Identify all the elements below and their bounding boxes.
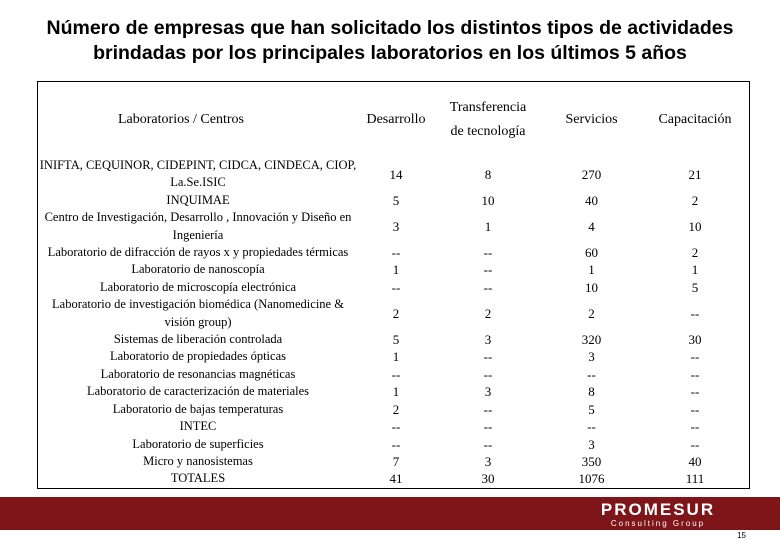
cell-servicios: 1076 [578,471,605,487]
header-servicios: Servicios [565,111,618,127]
cell-transferencia: -- [483,262,493,278]
table-row [38,261,749,278]
title-line-1: Número de empresas que han solicitado los distintos tipos de actividades [46,17,734,39]
cell-laboratorio: Laboratorio de investigación biomédica (Nanomedicine & visión group) [52,297,344,329]
cell-transferencia: -- [483,245,493,261]
cell-desarrollo: 5 [392,332,400,348]
cell-servicios: 40 [585,192,598,208]
title-line-2: brindadas por los principales laboratorios en los últimos 5 años [93,42,687,64]
table-row [38,366,749,383]
cell-servicios: 10 [585,279,598,295]
table-row [38,296,749,331]
table-row [38,157,749,192]
cell-capacitacion: 2 [691,192,699,208]
cell-transferencia: 3 [484,453,492,469]
header-transferencia-line-1: Transferencia [449,99,527,115]
cell-desarrollo: 41 [389,471,403,487]
cell-servicios: 3 [588,349,595,365]
cell-servicios: 320 [581,332,602,348]
cell-transferencia: -- [483,419,493,435]
cell-transferencia: -- [483,401,493,417]
table-row [38,436,749,453]
cell-servicios: 60 [585,245,598,261]
cell-transferencia: 10 [481,192,495,208]
logo-sub-text: Consulting Group [610,519,706,528]
page-number: 15 [737,531,746,540]
cell-laboratorio: Sistemas de liberación controlada [113,332,283,347]
cell-servicios: 8 [588,384,595,400]
cell-laboratorio: Centro de Investigación, Desarrollo , Innovación y Diseño en Ingeniería [44,210,352,242]
cell-transferencia: -- [483,279,493,295]
cell-desarrollo: -- [391,279,401,295]
cell-servicios: 2 [588,305,595,321]
cell-desarrollo: 2 [392,401,400,417]
cell-laboratorio: TOTALES [170,471,226,486]
cell-servicios: 4 [588,218,595,234]
cell-laboratorio: Laboratorio de nanoscopía [131,262,265,277]
cell-servicios: -- [587,419,596,435]
cell-capacitacion: 40 [688,453,702,469]
header-transferencia-line-2: de tecnología [450,123,526,139]
cell-transferencia: 3 [484,332,492,348]
cell-servicios: 270 [581,166,602,182]
table-row [38,418,749,435]
cell-desarrollo: 1 [392,262,400,278]
table-row [38,209,749,244]
cell-servicios: -- [587,366,596,382]
cell-laboratorio: Laboratorio de superficies [132,436,264,451]
cell-laboratorio: INTEC [179,419,217,434]
cell-capacitacion: -- [690,401,700,417]
cell-desarrollo: 14 [389,166,403,182]
table-row [38,401,749,418]
cell-capacitacion: 2 [691,245,699,261]
cell-laboratorio: Laboratorio de difracción de rayos x y propiedades térmicas [47,245,349,260]
cell-laboratorio: Laboratorio de resonancias magnéticas [100,366,296,381]
header-row [38,82,749,157]
cell-capacitacion: 1 [691,262,699,278]
cell-transferencia: 30 [481,471,495,487]
cell-capacitacion: -- [690,349,700,365]
cell-transferencia: 8 [484,166,492,182]
cell-capacitacion: -- [690,305,700,321]
table-row [38,279,749,296]
cell-desarrollo: -- [391,245,401,261]
cell-transferencia: -- [483,366,493,382]
cell-servicios: 3 [588,436,595,452]
cell-capacitacion: -- [690,436,700,452]
table-row [38,348,749,365]
cell-desarrollo: 7 [392,453,400,469]
cell-capacitacion: -- [690,366,700,382]
cell-laboratorio: Laboratorio de bajas temperaturas [112,401,284,416]
cell-transferencia: -- [483,349,493,365]
activities-table-frame [37,81,750,489]
header-transferencia [434,82,542,157]
cell-capacitacion: -- [690,419,700,435]
cell-transferencia: 1 [484,218,492,234]
cell-laboratorio: Laboratorio de microscopía electrónica [99,279,297,294]
cell-transferencia: -- [483,436,493,452]
table-row [38,470,749,487]
header-laboratorios: Laboratorios / Centros [118,111,244,127]
table-row [38,331,749,348]
table-row [38,244,749,261]
cell-laboratorio: Laboratorio de caracterización de materiales [86,384,310,399]
cell-desarrollo: 5 [392,192,400,208]
table-body [38,157,749,488]
cell-desarrollo: 1 [392,349,400,365]
cell-capacitacion: -- [690,384,700,400]
header-desarrollo: Desarrollo [366,111,426,127]
cell-servicios: 1 [588,262,595,278]
cell-capacitacion: 5 [691,279,699,295]
table-row [38,453,749,470]
cell-laboratorio: Micro y nanosistemas [143,453,253,468]
cell-servicios: 350 [581,453,602,469]
promesur-logo [598,500,718,529]
logo-main-text: PROMESUR [600,500,716,519]
cell-capacitacion: 10 [688,218,702,234]
cell-laboratorio: INIFTA, CEQUINOR, CIDEPINT, CIDCA, CINDECA, CIOP, La.Se.ISIC [39,158,357,190]
cell-laboratorio: Laboratorio de propiedades ópticas [110,349,286,364]
cell-desarrollo: 2 [392,305,400,321]
header-capacitacion: Capacitación [658,111,732,127]
activities-table [38,82,749,488]
cell-desarrollo: 1 [392,384,400,400]
cell-transferencia: 3 [484,384,492,400]
table-row [38,383,749,400]
cell-capacitacion: 21 [688,166,702,182]
slide-title [0,16,780,66]
cell-servicios: 5 [588,401,595,417]
table-row [38,192,749,209]
cell-desarrollo: -- [391,366,401,382]
cell-desarrollo: 3 [392,218,400,234]
cell-laboratorio: INQUIMAE [166,192,230,207]
cell-desarrollo: -- [391,436,401,452]
cell-capacitacion: 30 [688,332,702,348]
cell-transferencia: 2 [484,305,492,321]
cell-capacitacion: 111 [685,471,705,487]
cell-desarrollo: -- [391,419,401,435]
